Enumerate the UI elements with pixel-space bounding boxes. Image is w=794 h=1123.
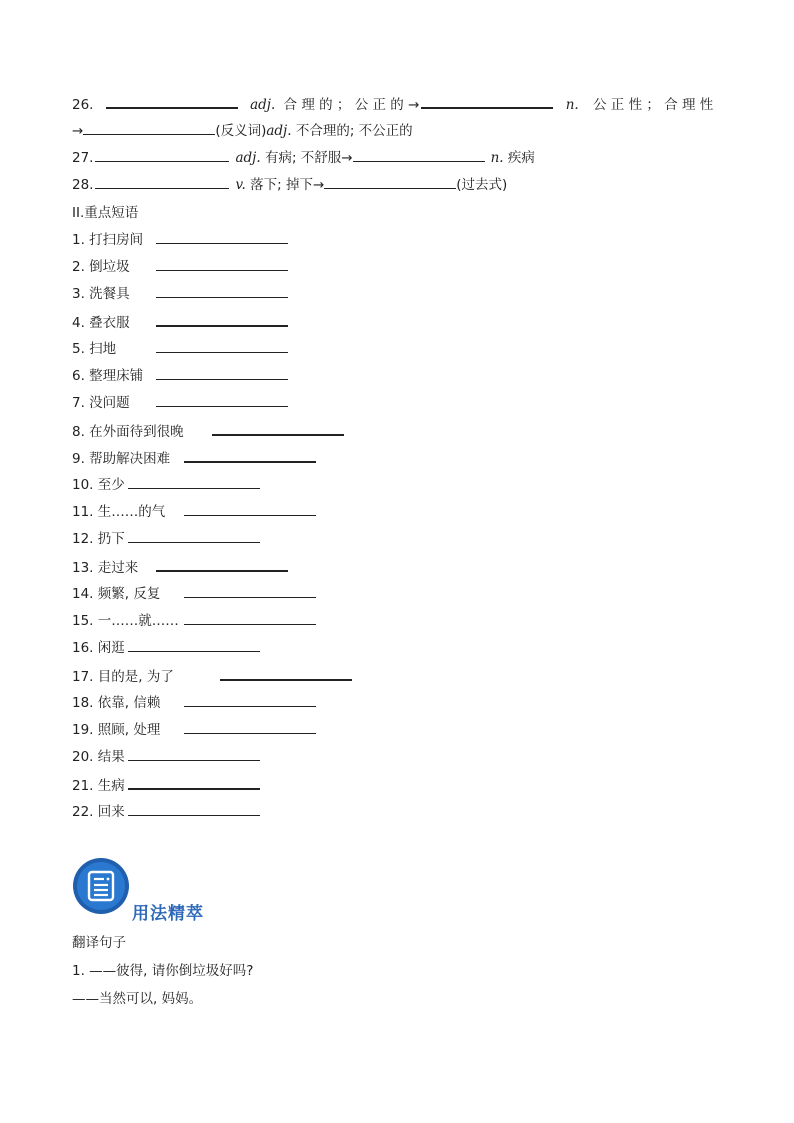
meaning: 落下; 掉下→ [250, 177, 325, 193]
phrase-label: 1. 打扫房间 [72, 232, 144, 248]
phrase-item [72, 231, 288, 249]
answer-blank[interactable] [128, 639, 260, 652]
document-icon [87, 870, 115, 902]
note: (过去式) [456, 177, 508, 193]
part-of-speech: n. [490, 150, 504, 166]
meaning: 有病; 不舒服→ [264, 150, 353, 166]
phrase-item [72, 285, 288, 303]
phrase-item [72, 449, 316, 468]
answer-blank[interactable] [83, 122, 215, 135]
answer-blank[interactable] [95, 176, 229, 189]
answer-blank[interactable] [184, 585, 316, 598]
answer-blank[interactable] [156, 285, 288, 298]
phrase-item [72, 585, 316, 603]
phrase-label: 9. 帮助解决困难 [72, 451, 171, 467]
phrase-item [72, 748, 260, 766]
part-of-speech: v. [235, 177, 246, 193]
answer-blank[interactable] [184, 503, 316, 516]
answer-blank[interactable] [324, 176, 456, 189]
phrase-item [72, 503, 316, 521]
answer-blank[interactable] [128, 776, 260, 790]
phrase-item [72, 803, 260, 821]
phrase-label: 6. 整理床铺 [72, 368, 144, 384]
phrase-label: 18. 依靠, 信赖 [72, 695, 161, 711]
phrase-item [72, 721, 316, 739]
phrase-item [72, 394, 288, 412]
phrase-item [72, 367, 288, 385]
translate-heading: 翻译句子 [72, 935, 126, 951]
phrase-label: 8. 在外面待到很晚 [72, 424, 184, 440]
answer-blank[interactable] [184, 449, 316, 463]
answer-blank[interactable] [156, 558, 288, 572]
vocab-item-28 [72, 176, 507, 194]
vocab-item-27 [72, 149, 535, 167]
answer-blank[interactable] [353, 149, 485, 162]
phrase-item [72, 340, 288, 358]
phrase-label: 3. 洗餐具 [72, 286, 130, 302]
question-1-line-2: ——当然可以, 妈妈。 [72, 991, 203, 1007]
phrase-item [72, 612, 316, 630]
phrase-label: 19. 照顾, 处理 [72, 722, 161, 738]
meaning: 公 正 性 ； 合 理 性 [593, 97, 714, 113]
item-number: 27. [72, 150, 94, 166]
note: (反义词) [215, 123, 267, 139]
phrases-heading: II.重点短语 [72, 205, 139, 221]
phrase-label: 7. 没问题 [72, 395, 130, 411]
answer-blank[interactable] [156, 313, 288, 327]
vocab-item-26-cont [72, 122, 413, 140]
question-1-line-1: 1. ——彼得, 请你倒垃圾好吗? [72, 963, 254, 979]
answer-blank[interactable] [156, 340, 288, 353]
usage-section-title: 用法精萃 [132, 904, 204, 924]
phrase-label: 10. 至少 [72, 477, 125, 493]
answer-blank[interactable] [156, 394, 288, 407]
phrase-label: 14. 频繁, 反复 [72, 586, 161, 602]
part-of-speech: adj. [250, 97, 276, 113]
phrase-label: 17. 目的是, 为了 [72, 669, 174, 685]
answer-blank[interactable] [421, 95, 553, 109]
answer-blank[interactable] [128, 530, 260, 543]
phrase-label: 21. 生病 [72, 778, 125, 794]
meaning: 不合理的; 不公正的 [295, 123, 413, 139]
answer-blank[interactable] [156, 231, 288, 244]
answer-blank[interactable] [184, 612, 316, 625]
answer-blank[interactable] [128, 748, 260, 761]
phrase-item [72, 530, 260, 548]
answer-blank[interactable] [184, 721, 316, 734]
arrow: → [72, 123, 84, 139]
item-number: 26. [72, 97, 94, 113]
answer-blank[interactable] [156, 367, 288, 380]
answer-blank[interactable] [212, 422, 344, 436]
part-of-speech: n. [565, 97, 579, 113]
phrase-label: 12. 扔下 [72, 531, 125, 547]
meaning: 疾病 [507, 150, 535, 166]
phrase-label: 15. 一……就…… [72, 613, 179, 629]
vocab-item-26 [72, 95, 713, 114]
phrase-item [72, 639, 260, 657]
phrase-label: 11. 生……的气 [72, 504, 166, 520]
part-of-speech: adj. [235, 150, 261, 166]
phrase-label: 13. 走过来 [72, 560, 139, 576]
phrase-item [72, 667, 352, 686]
answer-blank[interactable] [106, 95, 238, 109]
phrase-label: 2. 倒垃圾 [72, 259, 130, 275]
phrase-label: 5. 扫地 [72, 341, 117, 357]
phrase-item [72, 313, 288, 332]
answer-blank[interactable] [128, 476, 260, 489]
item-number: 28. [72, 177, 94, 193]
part-of-speech: adj. [266, 123, 292, 139]
answer-blank[interactable] [156, 258, 288, 271]
meaning: 合 理 的 ； 公 正 的 → [283, 97, 420, 113]
phrase-label: 20. 结果 [72, 749, 125, 765]
phrase-item [72, 258, 288, 276]
answer-blank[interactable] [184, 694, 316, 707]
phrase-label: 22. 回来 [72, 804, 125, 820]
phrase-item [72, 776, 260, 795]
answer-blank[interactable] [95, 149, 229, 162]
phrase-label: 4. 叠衣服 [72, 315, 130, 331]
section-badge [73, 858, 129, 914]
phrase-item [72, 422, 344, 441]
phrase-label: 16. 闲逛 [72, 640, 125, 656]
answer-blank[interactable] [220, 667, 352, 681]
answer-blank[interactable] [128, 803, 260, 816]
phrase-item [72, 476, 260, 494]
phrase-item [72, 558, 288, 577]
phrase-item [72, 694, 316, 712]
